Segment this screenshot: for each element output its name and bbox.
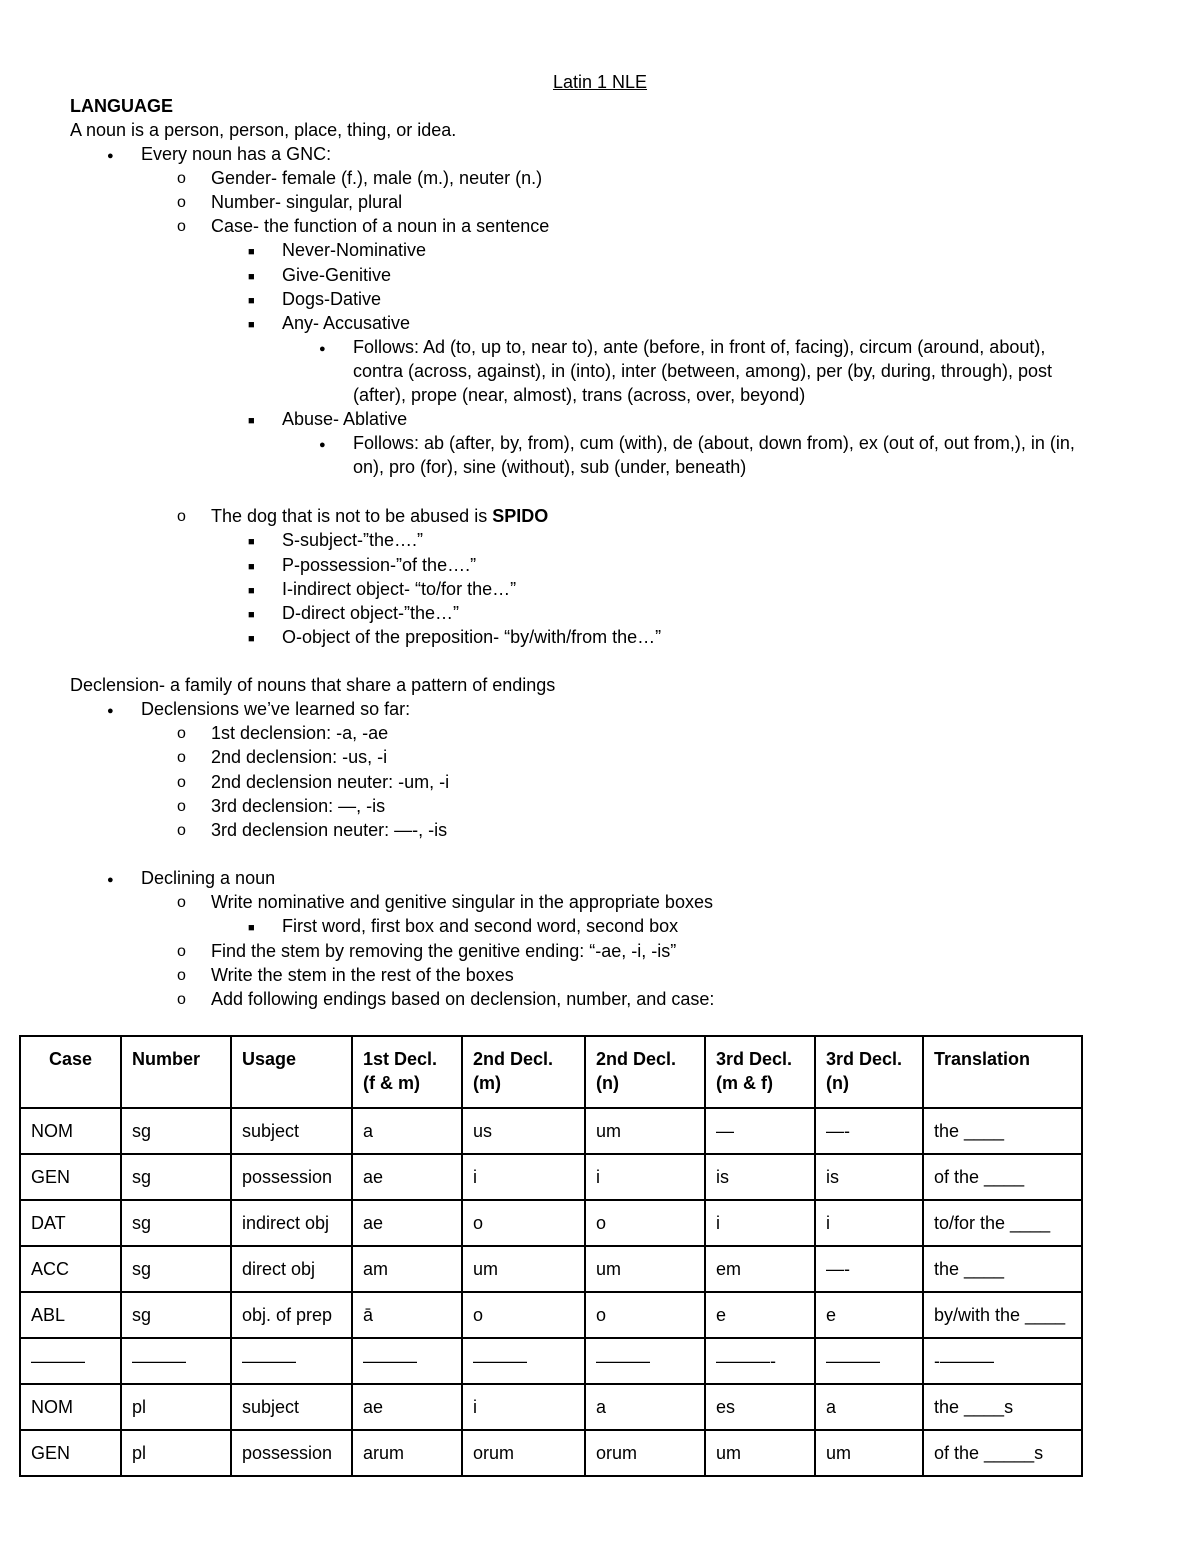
case-genitive: Give-Genitive (282, 265, 392, 285)
table-cell: i (585, 1154, 705, 1200)
circle-bullet-icon (177, 770, 186, 795)
table-header-text: 3rd Decl. (716, 1049, 793, 1069)
table-cell: by/with the ____ (923, 1292, 1082, 1338)
declension-item: 3rd declension neuter: —-, -is (211, 820, 448, 840)
ablative-follows-line: Follows: ab (after, by, from), cum (with), de (about, down from), ex (out of, out from,), in (in, (353, 433, 1075, 453)
square-bullet-icon (248, 553, 255, 579)
table-cell: ——— (231, 1338, 352, 1384)
table-header-row (20, 1036, 1082, 1108)
square-bullet-icon (248, 914, 255, 940)
table-cell: ——— (20, 1338, 121, 1384)
table-cell: of the _____s (923, 1430, 1082, 1476)
accusative-follows-line: contra (across, against), in (into), inter (between, among), per (by, during, through), post (353, 361, 1052, 381)
table-header-text: 1st Decl. (363, 1049, 438, 1069)
table-header-cell (121, 1036, 231, 1108)
table-cell: ae (352, 1384, 462, 1430)
case-dative: Dogs-Dative (282, 289, 382, 309)
circle-bullet-icon (177, 939, 186, 964)
table-cell: pl (121, 1384, 231, 1430)
intro-text: A noun is a person, person, place, thing, or idea. (70, 120, 457, 140)
table-header-text: 2nd Decl. (596, 1049, 677, 1069)
table-cell: ABL (20, 1292, 121, 1338)
declension-definition: Declension- a family of nouns that share a pattern of endings (70, 675, 556, 695)
table-cell: NOM (20, 1108, 121, 1154)
table-cell: sg (121, 1200, 231, 1246)
table-row (20, 1154, 1082, 1200)
disc-bullet-icon (319, 335, 326, 361)
table-cell: obj. of prep (231, 1292, 352, 1338)
table-cell: i (815, 1200, 923, 1246)
table-cell: e (705, 1292, 815, 1338)
circle-bullet-icon (177, 190, 186, 215)
table-cell: ā (352, 1292, 462, 1338)
table-header-cell (231, 1036, 352, 1108)
table-cell: o (462, 1292, 585, 1338)
table-header-text: (n) (596, 1073, 619, 1093)
declining-step: Find the stem by removing the genitive ending: “-ae, -i, -is” (211, 941, 677, 961)
table-header-text: 2nd Decl. (473, 1049, 554, 1069)
table-cell: sg (121, 1292, 231, 1338)
table-cell: orum (462, 1430, 585, 1476)
table-cell: indirect obj (231, 1200, 352, 1246)
table-row (20, 1246, 1082, 1292)
declension-item: 2nd declension: -us, -i (211, 747, 388, 767)
table-cell: ——— (352, 1338, 462, 1384)
square-bullet-icon (248, 407, 255, 433)
table-cell: —- (815, 1246, 923, 1292)
table-header-cell (815, 1036, 923, 1108)
table-cell: um (585, 1108, 705, 1154)
accusative-follows-line: (after), prope (near, almost), trans (across, over, beyond) (353, 385, 806, 405)
spido-item: O-object of the preposition- “by/with/from the…” (282, 627, 662, 647)
circle-bullet-icon (177, 818, 186, 843)
table-header-text: Case (48, 1049, 93, 1069)
circle-bullet-icon (177, 794, 186, 819)
table-cell: — (705, 1108, 815, 1154)
table-cell: GEN (20, 1154, 121, 1200)
table-header-cell (705, 1036, 815, 1108)
table-cell: i (705, 1200, 815, 1246)
table-header-cell (585, 1036, 705, 1108)
circle-bullet-icon (177, 745, 186, 770)
table-cell: es (705, 1384, 815, 1430)
table-row (20, 1430, 1082, 1476)
table-header-cell (462, 1036, 585, 1108)
table-cell: NOM (20, 1384, 121, 1430)
gnc-gender: Gender- female (f.), male (m.), neuter (n.) (211, 168, 543, 188)
gnc-label: Every noun has a GNC: (141, 144, 332, 164)
circle-bullet-icon (177, 963, 186, 988)
square-bullet-icon (248, 625, 255, 651)
table-cell: sg (121, 1246, 231, 1292)
table-cell: DAT (20, 1200, 121, 1246)
table-cell: the ____ (923, 1108, 1082, 1154)
table-cell: e (815, 1292, 923, 1338)
disc-bullet-icon (319, 431, 326, 457)
circle-bullet-icon (177, 214, 186, 239)
declension-item: 1st declension: -a, -ae (211, 723, 389, 743)
table-cell: ae (352, 1200, 462, 1246)
table-header-text: (f & m) (363, 1073, 420, 1093)
circle-bullet-icon (177, 721, 186, 746)
table-cell: o (585, 1200, 705, 1246)
table-cell: sg (121, 1108, 231, 1154)
table-cell: a (815, 1384, 923, 1430)
table-row (20, 1384, 1082, 1430)
table-cell: of the ____ (923, 1154, 1082, 1200)
table-header-text: (m & f) (716, 1073, 773, 1093)
table-cell: a (352, 1108, 462, 1154)
square-bullet-icon (248, 238, 255, 264)
table-header-text: Number (132, 1049, 201, 1069)
declining-step: Add following endings based on declension, number, and case: (211, 989, 715, 1009)
ablative-follows-line: on), pro (for), sine (without), sub (under, beneath) (353, 457, 747, 477)
table-cell: ACC (20, 1246, 121, 1292)
table-cell: ——— (815, 1338, 923, 1384)
table-cell: o (585, 1292, 705, 1338)
table-cell: i (462, 1154, 585, 1200)
section-heading: LANGUAGE (70, 96, 173, 116)
table-cell: ———- (705, 1338, 815, 1384)
table-header-text: (n) (826, 1073, 849, 1093)
declining-label: Declining a noun (141, 868, 276, 888)
table-cell: arum (352, 1430, 462, 1476)
table-cell: sg (121, 1154, 231, 1200)
declension-table (19, 1035, 1083, 1477)
spido-acronym: SPIDO (492, 506, 549, 526)
disc-bullet-icon (107, 866, 114, 892)
disc-bullet-icon (107, 697, 114, 723)
square-bullet-icon (248, 311, 255, 337)
circle-bullet-icon (177, 890, 186, 915)
table-cell: GEN (20, 1430, 121, 1476)
gnc-number: Number- singular, plural (211, 192, 403, 212)
table-cell: —- (815, 1108, 923, 1154)
table-cell: direct obj (231, 1246, 352, 1292)
declension-item: 2nd declension neuter: -um, -i (211, 772, 450, 792)
table-row (20, 1338, 1082, 1384)
square-bullet-icon (248, 287, 255, 313)
table-row (20, 1108, 1082, 1154)
table-cell: ——— (585, 1338, 705, 1384)
table-cell: -——— (923, 1338, 1082, 1384)
table-header-cell (352, 1036, 462, 1108)
table-cell: is (815, 1154, 923, 1200)
table-cell: to/for the ____ (923, 1200, 1082, 1246)
spido-label-text: The dog that is not to be abused is (211, 506, 493, 526)
table-cell: i (462, 1384, 585, 1430)
square-bullet-icon (248, 263, 255, 289)
table-cell: ae (352, 1154, 462, 1200)
table-cell: pl (121, 1430, 231, 1476)
table-cell: the ____s (923, 1384, 1082, 1430)
spido-item: I-indirect object- “to/for the…” (282, 579, 517, 599)
case-nominative: Never-Nominative (282, 240, 427, 260)
case-accusative: Any- Accusative (282, 313, 411, 333)
table-header-text: (m) (473, 1073, 501, 1093)
square-bullet-icon (248, 528, 255, 554)
table-cell: is (705, 1154, 815, 1200)
square-bullet-icon (248, 577, 255, 603)
table-header-cell (20, 1036, 121, 1108)
table-cell: the ____ (923, 1246, 1082, 1292)
circle-bullet-icon (177, 166, 186, 191)
table-cell: ——— (121, 1338, 231, 1384)
spido-item: D-direct object-”the…” (282, 603, 460, 623)
declensions-learned-label: Declensions we’ve learned so far: (141, 699, 411, 719)
table-cell: am (352, 1246, 462, 1292)
table-cell: subject (231, 1108, 352, 1154)
table-cell: a (585, 1384, 705, 1430)
declining-step: Write nominative and genitive singular in the appropriate boxes (211, 892, 713, 912)
table-header-text: 3rd Decl. (826, 1049, 903, 1069)
table-cell: us (462, 1108, 585, 1154)
declension-item: 3rd declension: —, -is (211, 796, 386, 816)
table-cell: um (705, 1430, 815, 1476)
table-header-cell (923, 1036, 1082, 1108)
disc-bullet-icon (107, 142, 114, 168)
table-cell: possession (231, 1430, 352, 1476)
spido-item: S-subject-”the….” (282, 530, 424, 550)
table-cell: um (585, 1246, 705, 1292)
table-row (20, 1200, 1082, 1246)
circle-bullet-icon (177, 987, 186, 1012)
table-cell: em (705, 1246, 815, 1292)
table-cell: ——— (462, 1338, 585, 1384)
table-row (20, 1292, 1082, 1338)
table-cell: possession (231, 1154, 352, 1200)
gnc-case: Case- the function of a noun in a sentence (211, 216, 550, 236)
table-cell: um (462, 1246, 585, 1292)
spido-item: P-possession-”of the….” (282, 555, 477, 575)
accusative-follows-line: Follows: Ad (to, up to, near to), ante (before, in front of, facing), circum (around, about), (353, 337, 1046, 357)
table-cell: orum (585, 1430, 705, 1476)
declining-step: Write the stem in the rest of the boxes (211, 965, 514, 985)
table-header-text: Translation (934, 1049, 1031, 1069)
square-bullet-icon (248, 601, 255, 627)
circle-bullet-icon (177, 504, 186, 529)
table-cell: o (462, 1200, 585, 1246)
table-header-text: Usage (242, 1049, 297, 1069)
table-cell: subject (231, 1384, 352, 1430)
case-ablative: Abuse- Ablative (282, 409, 408, 429)
table-cell: um (815, 1430, 923, 1476)
spido-label (211, 504, 548, 528)
page-title: Latin 1 NLE (552, 72, 648, 92)
declining-substep: First word, first box and second word, second box (282, 916, 679, 936)
